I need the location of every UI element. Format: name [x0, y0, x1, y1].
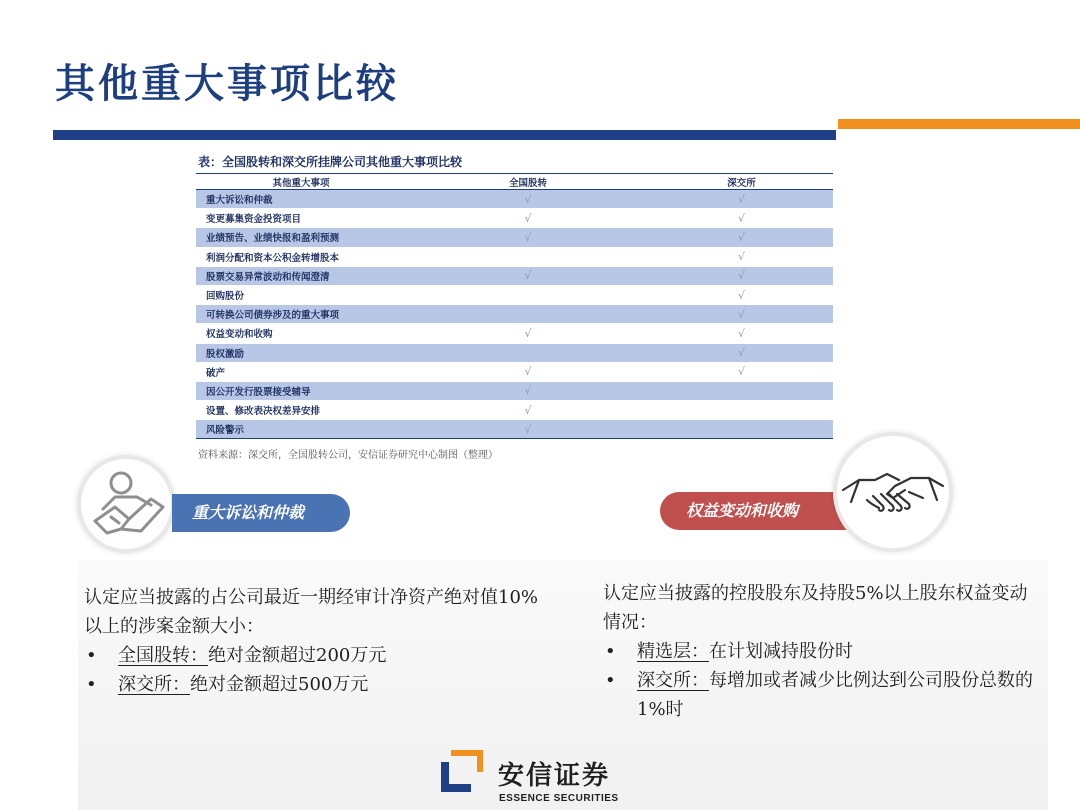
row-szse-check	[650, 381, 833, 400]
row-neeq-check: √	[406, 190, 650, 209]
handshake-contract-icon	[81, 459, 171, 549]
row-item: 风险警示	[196, 420, 406, 439]
row-neeq-check: √	[406, 209, 650, 228]
row-neeq-check	[406, 285, 650, 304]
row-szse-check: √	[650, 190, 833, 209]
row-neeq-check: √	[406, 420, 650, 439]
row-szse-check: √	[650, 305, 833, 324]
row-szse-check: √	[650, 247, 833, 266]
equity-intro: 认定应当披露的控股股东及持股5%以上股东权益变动情况：	[603, 583, 1028, 633]
logo-chinese-name: 安信证券	[498, 761, 611, 791]
litigation-bullet-szse	[84, 670, 554, 699]
row-neeq-check: √	[406, 228, 650, 247]
pill-equity-change: 权益变动和收购	[660, 492, 850, 530]
row-neeq-check	[406, 343, 650, 362]
row-neeq-check	[406, 305, 650, 324]
row-item: 变更募集资金投资项目	[196, 209, 406, 228]
header-item: 其他重大事项	[196, 174, 406, 190]
table-caption: 表：全国股转和深交所挂牌公司其他重大事项比较	[198, 155, 463, 169]
row-item: 业绩预告、业绩快报和盈利预测	[196, 228, 406, 247]
table-row	[196, 420, 833, 439]
handshake-icon	[837, 436, 949, 548]
row-neeq-check: √	[406, 362, 650, 381]
litigation-description	[84, 583, 554, 699]
row-item: 可转换公司债券涉及的重大事项	[196, 305, 406, 324]
row-neeq-check	[406, 247, 650, 266]
table-row	[196, 266, 833, 285]
comparison-table	[196, 173, 833, 439]
title-underline-blue	[53, 130, 836, 140]
table-row	[196, 305, 833, 324]
table-row	[196, 228, 833, 247]
row-szse-check: √	[650, 343, 833, 362]
table-row	[196, 190, 833, 209]
logo-english-name: ESSENCE SECURITIES	[499, 793, 619, 804]
equity-bullet-select-text: 在计划减持股份时	[709, 641, 853, 662]
row-szse-check: √	[650, 228, 833, 247]
essence-logo-icon	[441, 750, 483, 792]
litigation-bullet-szse-text: 绝对金额超过500万元	[190, 674, 369, 695]
table-row	[196, 362, 833, 381]
row-neeq-check: √	[406, 324, 650, 343]
litigation-bullet-neeq-text: 绝对金额超过200万元	[208, 645, 387, 666]
equity-description	[603, 579, 1033, 724]
table-row	[196, 247, 833, 266]
table-row	[196, 381, 833, 400]
row-szse-check	[650, 420, 833, 439]
litigation-bullet-neeq-label: 全国股转：	[118, 645, 208, 666]
row-item: 股票交易异常波动和传闻澄清	[196, 266, 406, 285]
equity-bullet-szse-label: 深交所：	[637, 670, 709, 691]
row-item: 权益变动和收购	[196, 324, 406, 343]
row-neeq-check: √	[406, 401, 650, 420]
header-szse: 深交所	[650, 174, 833, 190]
table-source: 资料来源：深交所，全国股转公司，安信证券研究中心制图（整理）	[198, 450, 498, 461]
contract-illustration	[77, 455, 175, 553]
table-row	[196, 209, 833, 228]
handshake-illustration	[833, 432, 953, 552]
row-neeq-check: √	[406, 266, 650, 285]
litigation-bullet-szse-label: 深交所：	[118, 674, 190, 695]
row-item: 破产	[196, 362, 406, 381]
row-item: 因公开发行股票接受辅导	[196, 381, 406, 400]
litigation-bullet-neeq	[84, 641, 554, 670]
table-row	[196, 343, 833, 362]
page-title: 其他重大事项比较	[55, 60, 399, 107]
table-row	[196, 324, 833, 343]
row-item: 重大诉讼和仲裁	[196, 190, 406, 209]
equity-bullet-szse	[603, 666, 1033, 724]
row-szse-check: √	[650, 266, 833, 285]
row-item: 回购股份	[196, 285, 406, 304]
row-neeq-check: √	[406, 381, 650, 400]
litigation-intro: 认定应当披露的占公司最近一期经审计净资产绝对值10%以上的涉案金额大小：	[84, 587, 539, 637]
row-item: 设置、修改表决权差异安排	[196, 401, 406, 420]
table-header-row	[196, 174, 833, 190]
equity-bullet-select-label: 精选层：	[637, 641, 709, 662]
table-row	[196, 401, 833, 420]
equity-bullet-szse-text: 每增加或者减少比例达到公司股份总数的1%时	[637, 670, 1033, 720]
header-neeq: 全国股转	[406, 174, 650, 190]
row-szse-check: √	[650, 209, 833, 228]
equity-bullet-select	[603, 637, 1033, 666]
row-item: 利润分配和资本公积金转增股本	[196, 247, 406, 266]
row-szse-check: √	[650, 285, 833, 304]
row-szse-check	[650, 401, 833, 420]
title-underline-orange	[838, 119, 1080, 129]
table-row	[196, 285, 833, 304]
row-szse-check: √	[650, 324, 833, 343]
row-szse-check: √	[650, 362, 833, 381]
row-item: 股权激励	[196, 343, 406, 362]
pill-litigation: 重大诉讼和仲裁	[172, 494, 350, 532]
